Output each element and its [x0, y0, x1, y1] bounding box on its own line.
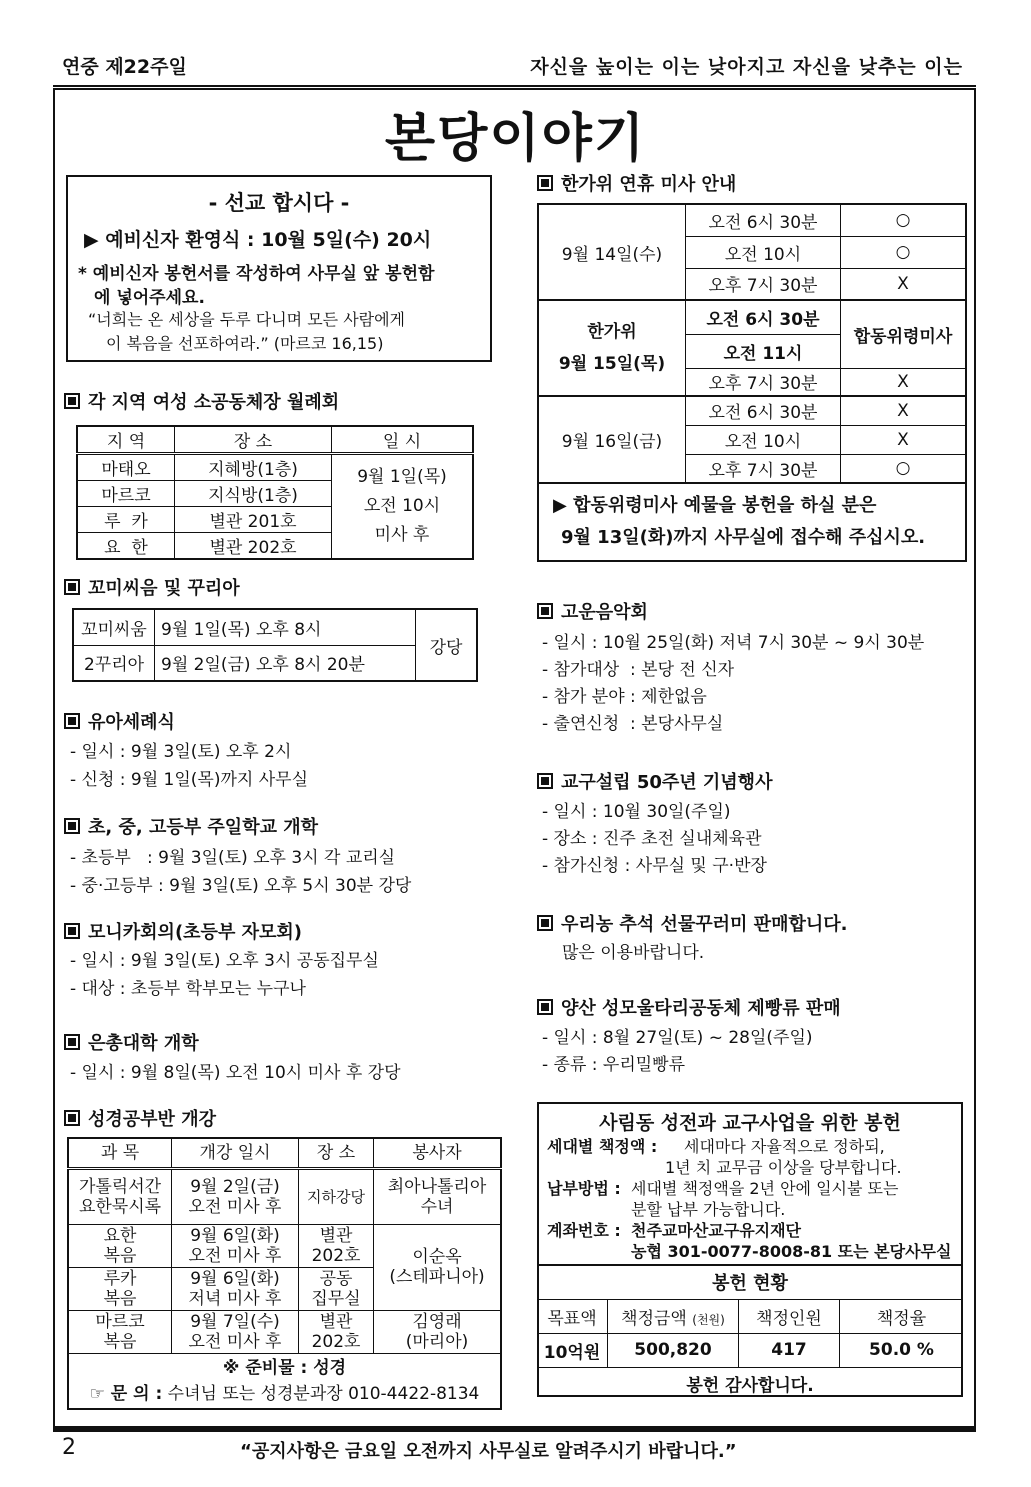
chuseok-day1-mark1: ○	[841, 204, 967, 236]
bible-row1-subject-a: 가톨릭서간	[78, 1176, 162, 1197]
bible-section-title	[64, 1105, 216, 1131]
women-time-cell	[332, 454, 474, 560]
bible-contact-line	[69, 1381, 500, 1407]
bible-row1-teacher-b: 수녀	[420, 1196, 454, 1217]
bible-row3-subject	[68, 1267, 172, 1310]
diocese-title-text: 교구설립 50주년 기념행사	[561, 772, 773, 793]
footer-notice: “공지사항은 금요일 오전까지 사무실로 알려주시기 바랍니다.”	[240, 1441, 737, 1462]
offering-l3b: 천주교마산교구유지재단	[631, 1221, 802, 1240]
chuseok-note-cell	[538, 483, 966, 561]
square-bullet-icon	[64, 713, 80, 729]
bible-row1-date	[172, 1168, 299, 1224]
chuseok-day3-mark2: X	[841, 425, 967, 454]
concert-line1: - 일시 : 10월 25일(화) 저녁 7시 30분 ~ 9시 30분	[542, 633, 925, 653]
offering-val-goal: 10억원	[537, 1333, 608, 1367]
women-area-3: 루 카	[77, 507, 175, 533]
bakery-title-text: 양산 성모울타리공동체 제빵류 판매	[561, 998, 841, 1019]
senior-section-title	[64, 1029, 199, 1055]
bible-row3-date-b: 저녁 미사 후	[188, 1288, 282, 1309]
chuseok-day3-mark1: X	[841, 396, 967, 425]
bible-title-text: 성경공부반 개강	[88, 1109, 216, 1130]
chuseok-day1-mark2: ○	[841, 236, 967, 268]
square-bullet-icon	[537, 999, 553, 1015]
bible-row1-place: 지하강당	[299, 1168, 374, 1224]
chuseok-day1-time2: 오전 10시	[686, 236, 841, 268]
square-bullet-icon	[537, 175, 553, 191]
offering-head-people: 책정인원	[739, 1299, 840, 1333]
women-head-area: 지 역	[77, 426, 175, 454]
offering-status-table	[537, 1264, 963, 1399]
women-table	[76, 425, 474, 560]
kids-time-1: 9월 1일(목) 오후 8시	[155, 609, 416, 645]
bible-row2-date-a: 9월 6일(화)	[190, 1225, 280, 1246]
bible-contact-label: ☞ 문 의 :	[89, 1383, 163, 1404]
bible-row4-place-a: 별관	[319, 1311, 353, 1332]
square-bullet-icon	[537, 773, 553, 789]
women-area-1: 마태오	[77, 454, 175, 481]
chuseok-title-text: 한가위 연휴 미사 안내	[561, 174, 737, 195]
offering-head-rate: 책정율	[840, 1299, 964, 1333]
senior-title-text: 은총대학 개학	[88, 1033, 199, 1054]
concert-line2: - 참가대상 : 본당 전 신자	[542, 660, 735, 680]
bible-row1-subject-b: 요한묵시록	[78, 1196, 162, 1217]
bible-row4-date-a: 9월 7일(수)	[190, 1311, 280, 1332]
kids-time-2: 9월 2일(금) 오후 8시 20분	[155, 645, 416, 681]
bible-head-date: 개강 일시	[172, 1138, 299, 1168]
mission-line1: ▶ 예비신자 환영식 : 10월 5일(수) 20시	[84, 229, 432, 251]
square-bullet-icon	[64, 579, 80, 595]
monica-line2: - 대상 : 초등부 학부모는 누구나	[70, 979, 306, 999]
offering-val-people: 417	[739, 1333, 840, 1367]
mission-title: - 선교 합시다 -	[208, 191, 350, 215]
school-line1: - 초등부 : 9월 3일(토) 오후 3시 각 교리실	[70, 848, 396, 868]
bible-row4-subject-a: 마르코	[95, 1311, 145, 1332]
offering-l2c: 분할 납부 가능합니다.	[631, 1200, 786, 1219]
chuseok-day1-time3: 오후 7시 30분	[686, 268, 841, 300]
header-right: 자신을 높이는 이는 낮아지고 자신을 낮추는 이는	[530, 56, 963, 78]
bible-row3-place	[299, 1267, 374, 1310]
school-line2: - 중·고등부 : 9월 3일(토) 오후 5시 30분 강당	[70, 876, 412, 896]
bible-row1-teacher	[374, 1168, 502, 1224]
chuseok-day1-time1: 오전 6시 30분	[686, 204, 841, 236]
bible-prep: ※ 준비물 : 성경	[222, 1357, 347, 1378]
offering-head-goal: 목표액	[537, 1299, 608, 1333]
mission-line2: * 예비신자 봉헌서를 작성하여 사무실 앞 봉헌함	[78, 264, 435, 284]
bible-row4-subject-b: 복음	[103, 1331, 137, 1352]
bakery-line1: - 일시 : 8월 27일(토) ~ 28일(주일)	[542, 1028, 813, 1048]
bible-row4-place	[299, 1310, 374, 1353]
kids-place: 강당	[416, 609, 478, 681]
mission-quote1: “너희는 온 세상을 두루 다니며 모든 사람에게	[88, 310, 406, 329]
women-area-4: 요 한	[77, 533, 175, 560]
bible-row23-teacher-a: 이순옥	[412, 1247, 462, 1267]
monica-title-text: 모니카회의(초등부 자모회)	[88, 922, 302, 943]
infant-title-text: 유아세례식	[88, 712, 175, 733]
offering-val-amount: 500,820	[608, 1333, 739, 1367]
offering-head-amount	[608, 1299, 739, 1333]
bible-row4-teacher-b: (마리아)	[405, 1331, 469, 1352]
chuseok-day2	[538, 300, 686, 396]
infant-line2: - 신청 : 9월 1일(목)까지 사무실	[70, 770, 308, 790]
chuseok-day2-time1: 오전 6시 30분	[686, 300, 841, 334]
concert-section-title	[537, 598, 648, 624]
bible-row3-subject-b: 복음	[103, 1288, 137, 1309]
bible-row23-teacher-b: (스테파니아)	[389, 1267, 485, 1287]
women-place-1: 지혜방(1층)	[175, 454, 332, 481]
chuseok-day3-time1: 오전 6시 30분	[686, 396, 841, 425]
bible-row3-subject-a: 루카	[103, 1268, 137, 1289]
mission-box	[66, 175, 492, 362]
kids-table	[72, 608, 478, 682]
square-bullet-icon	[64, 1034, 80, 1050]
school-section-title	[64, 813, 318, 839]
top-rule	[53, 85, 976, 87]
bible-row2-place-a: 별관	[319, 1225, 353, 1246]
chuseok-section-title	[537, 170, 736, 196]
offering-head-amount-label: 책정금액	[621, 1308, 687, 1329]
offering-head-amount-unit: (천원)	[692, 1312, 725, 1327]
square-bullet-icon	[64, 923, 80, 939]
chuseok-day1-mark3: X	[841, 268, 967, 300]
bible-row2-subject	[68, 1224, 172, 1267]
monica-section-title	[64, 918, 302, 944]
bible-row1-date-a: 9월 2일(금)	[190, 1176, 280, 1197]
bible-row3-date	[172, 1267, 299, 1310]
kids-section-title	[64, 574, 240, 600]
school-title-text: 초, 중, 고등부 주일학교 개학	[88, 817, 319, 838]
bakery-line2: - 종류 : 우리밀빵류	[542, 1055, 686, 1075]
bible-row4-place-b: 202호	[311, 1331, 361, 1352]
square-bullet-icon	[64, 393, 80, 409]
bible-contact: 수녀님 또는 성경분과장 010-4422-8134	[167, 1383, 480, 1404]
bible-row1-subject	[68, 1168, 172, 1224]
bible-table	[67, 1137, 502, 1410]
square-bullet-icon	[537, 603, 553, 619]
chuseok-day3: 9월 16일(금)	[538, 396, 686, 483]
square-bullet-icon	[537, 915, 553, 931]
chuseok-day2-time2: 오전 11시	[686, 334, 841, 368]
chuseok-day3-mark3: ○	[841, 454, 967, 483]
farm-section-title	[537, 910, 847, 936]
chuseok-day2-label: 한가위	[587, 322, 637, 342]
women-place-2: 지식방(1층)	[175, 481, 332, 507]
header-left: 연중 제22주일	[62, 56, 187, 78]
mission-quote2: 이 복음을 선포하여라.” (마르코 16,15)	[106, 334, 384, 353]
bible-row1-date-b: 오전 미사 후	[188, 1196, 282, 1217]
women-head-time: 일 시	[332, 426, 474, 454]
offering-l1b: 세대마다 자율적으로 정하되,	[684, 1137, 885, 1156]
women-head-place: 장 소	[175, 426, 332, 454]
footer-rule	[53, 1428, 976, 1432]
offering-l3c: 농협 301-0077-8008-81 또는 본당사무실	[631, 1242, 952, 1261]
women-title-text: 각 지역 여성 소공동체장 월례회	[88, 392, 340, 413]
mission-line3: 에 넣어주세요.	[94, 288, 205, 308]
bible-row4-teacher	[374, 1310, 502, 1353]
bible-row4-subject	[68, 1310, 172, 1353]
bible-row3-date-a: 9월 6일(화)	[190, 1268, 280, 1289]
kids-title-text: 꼬미씨음 및 꾸리아	[88, 578, 240, 599]
bible-row2-subject-b: 복음	[103, 1245, 137, 1266]
women-place-3: 별관 201호	[175, 507, 332, 533]
chuseok-day1: 9월 14일(수)	[538, 204, 686, 300]
kids-name-1: 꼬미씨움	[73, 609, 155, 645]
chuseok-day3-time3: 오후 7시 30분	[686, 454, 841, 483]
infant-line1: - 일시 : 9월 3일(토) 오후 2시	[70, 742, 292, 762]
page-title: 본당이야기	[384, 108, 647, 169]
women-section-title	[64, 388, 339, 414]
diocese-line3: - 참가신청 : 사무실 및 구·반장	[542, 856, 767, 876]
women-area-2: 마르코	[77, 481, 175, 507]
offering-l1c: 1년 치 교무금 이상을 당부합니다.	[665, 1158, 902, 1177]
women-time-2: 오전 10시	[363, 496, 441, 516]
bible-head-subject: 과 목	[68, 1138, 172, 1168]
chuseok-note1: ▶ 합동위령미사 예물을 봉헌을 하실 분은	[553, 495, 877, 516]
offering-thanks: 봉헌 감사합니다.	[537, 1367, 963, 1399]
infant-section-title	[64, 708, 175, 734]
concert-title-text: 고운음악회	[561, 602, 648, 623]
diocese-section-title	[537, 768, 772, 794]
bible-row2-date-b: 오전 미사 후	[188, 1245, 282, 1266]
chuseok-day2-joint: 합동위령미사	[841, 300, 967, 368]
bible-row4-date-b: 오전 미사 후	[188, 1331, 282, 1352]
offering-status-title: 봉헌 현황	[537, 1265, 963, 1299]
kids-name-2: 2꾸리아	[73, 645, 155, 681]
concert-line4: - 출연신청 : 본당사무실	[542, 714, 724, 734]
bible-footer-cell	[68, 1353, 501, 1409]
chuseok-table	[537, 203, 967, 562]
bible-row3-place-a: 공동	[319, 1268, 353, 1289]
offering-val-rate: 50.0 %	[840, 1333, 964, 1367]
diocese-line2: - 장소 : 진주 초전 실내체육관	[542, 829, 762, 849]
women-time-1: 9월 1일(목)	[357, 467, 447, 487]
square-bullet-icon	[64, 818, 80, 834]
diocese-line1: - 일시 : 10월 30일(주일)	[542, 802, 731, 822]
bible-head-place: 장 소	[299, 1138, 374, 1168]
concert-line3: - 참가 분야 : 제한없음	[542, 687, 707, 707]
bible-row3-place-b: 집무실	[311, 1288, 361, 1309]
page-number: 2	[62, 1435, 76, 1460]
bible-row2-place-b: 202호	[311, 1245, 361, 1266]
offering-l2b: 세대별 책정액을 2년 안에 일시불 또는	[631, 1179, 899, 1198]
bakery-section-title	[537, 994, 841, 1020]
square-bullet-icon	[64, 1110, 80, 1126]
bible-row23-teacher	[374, 1224, 502, 1310]
senior-line1: - 일시 : 9월 8일(목) 오전 10시 미사 후 강당	[70, 1063, 401, 1083]
bible-row4-teacher-a: 김영래	[412, 1311, 462, 1332]
chuseok-day2-mark3: X	[841, 368, 967, 396]
offering-l3a: 계좌번호 :	[547, 1221, 621, 1240]
monica-line1: - 일시 : 9월 3일(토) 오후 3시 공동집무실	[70, 951, 379, 971]
bible-head-teacher: 봉사자	[374, 1138, 502, 1168]
offering-box	[537, 1102, 963, 1397]
bible-row1-teacher-a: 최아나톨리아	[387, 1176, 487, 1197]
chuseok-day3-time2: 오전 10시	[686, 425, 841, 454]
chuseok-day2-date: 9월 15일(목)	[558, 354, 666, 374]
women-time-3: 미사 후	[374, 525, 430, 545]
women-place-4: 별관 202호	[175, 533, 332, 560]
bible-row4-date	[172, 1310, 299, 1353]
offering-l2a: 납부방법 :	[547, 1179, 621, 1198]
farm-line1: 많은 이용바랍니다.	[562, 943, 705, 963]
chuseok-day2-time3: 오후 7시 30분	[686, 368, 841, 396]
farm-title-text: 우리농 추석 선물꾸러미 판매합니다.	[561, 914, 848, 935]
bible-row2-place	[299, 1224, 374, 1267]
offering-l1a: 세대별 책정액 :	[547, 1137, 658, 1156]
offering-title: 사림동 성전과 교구사업을 위한 봉헌	[599, 1112, 901, 1134]
bible-row2-subject-a: 요한	[103, 1225, 137, 1246]
chuseok-note2: 9월 13일(화)까지 사무실에 접수해 주십시오.	[561, 527, 926, 548]
bible-row2-date	[172, 1224, 299, 1267]
